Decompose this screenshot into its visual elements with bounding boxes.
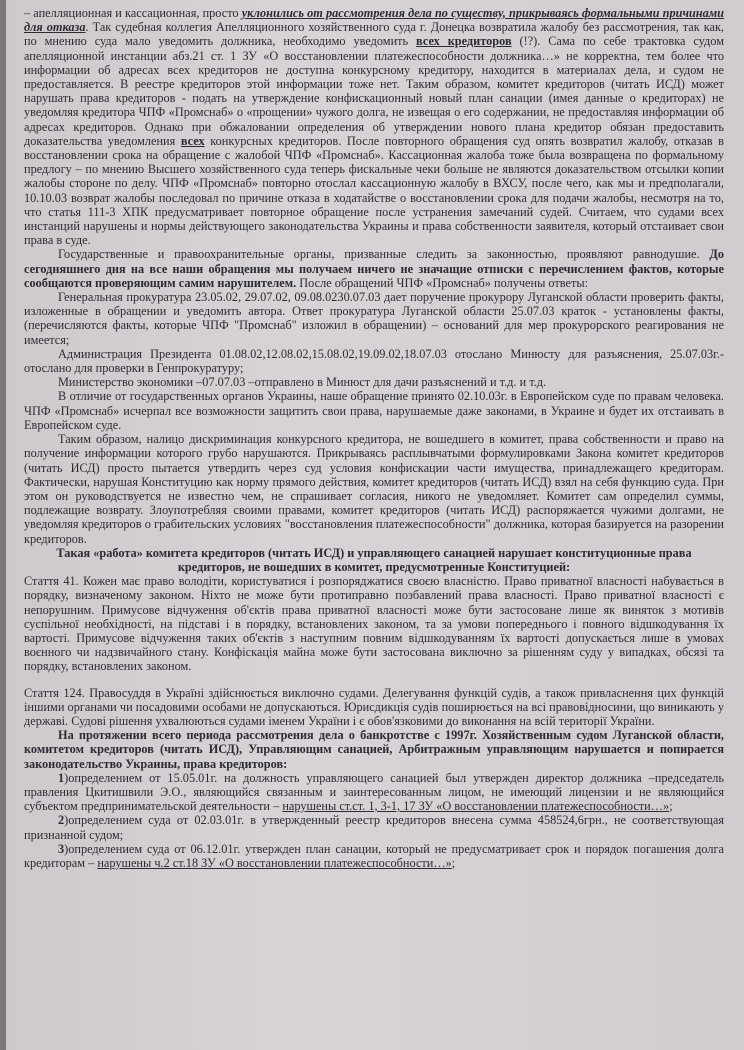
list-item-violation-3: 3)определением суда от 06.12.01г. утвержден план санации, который не предусматривает срок и порядок погашения долга кредиторам – нарушены ч.2 ст.18 ЗУ «О восстановлении платежеспособности…»; <box>24 841 724 870</box>
paragraph-article-41: Стаття 41. Кожен має право володіти, користуватися і розпоряджатися своєю власністю. Право приватної власності набувається в порядку, визначеному законом. Ніхто не може бути протиправно позбавлений права власності. Право приватної власності є непорушним. Примусове відчуження об'єктів права приватної власності може бути застосоване лише як виняток з мотивів суспільної необхідності, на підставі і в порядку, встановлених законом, та за умови попереднього і повного відшкодування їх вартості. Примусове відчуження таких об'єктів з наступним повним відшкодуванням їх вартості допускається лише в умовах воєнного чи надзвичайного стану. Конфіскація майна може бути застосована виключно за рішенням суду у випадках, обсязі та порядку, встановлених законом. <box>24 574 724 674</box>
paragraph-discrimination: Таким образом, налицо дискриминация конкурсного кредитора, не вошедшего в комитет, права собственности и право на получение информации которого грубо нарушаются. Прикрываясь расплывчатыми формулировками Закона комитет кредиторов (читать ИСД) просто пытается утвердить через суд условия конфискации части имущества, принадлежащего кредиторам. Фактически, нарушая Конституцию как норму прямого действия, комитет кредиторов (читать ИСД) взял на себя функцию суда. При этом он руководствуется не известно чем, не спрашивает согласия, никого не уведомляет. Комитет сам определил суммы, подлежащие возврату. Злоупотребляя своими правами, комитет кредиторов (читать ИСД) распоряжается чужими долгами, не уведомляя кредиторов о грабительских условиях "восстановления платежеспособности" должника, которая базируется на разорении кредиторов. <box>24 432 724 546</box>
paragraph-ministry: Министерство экономики –07.07.03 –отправлено в Минюст для дачи разъяснений и т.д. и т.д. <box>58 375 547 390</box>
page-edge-shadow <box>0 0 6 1050</box>
heading-violations: На протяжении всего периода рассмотрения дела о банкротстве с 1997г. Хозяйственным судом Луганской области, комитетом кредиторов (читать ИСД), Управляющим санацией, Арбитражным управляющим нарушается и попирается законодательство Украины, права кредиторов: <box>24 728 724 771</box>
paragraph-article-124: Стаття 124. Правосуддя в Україні здійснюється виключно судами. Делегування функцій судів, а також привласнення цих функцій іншими органами чи посадовими особами не допускаються. Юрисдикція судів поширюється на всі правовідносини, що виникають у державі. Судові рішення ухвалюються судами іменем України і є обов'язковими до виконання на всій території України. <box>24 685 724 728</box>
paragraph-state-bodies: Государственные и правоохранительные органы, призванные следить за законностью, проявляют равнодушие. До сегодняшнего дня на все наши обращения мы получаем ничего не значащие отписки с перечислением фактов, которые сообщаются проверяющим самим нарушителем. После обращений ЧПФ «Промснаб» получены ответы: <box>24 247 724 290</box>
paragraph-administration: Администрация Президента 01.08.02,12.08.02,15.08.02,19.09.02,18.07.03 отослано Минюсту для разъяснения, 25.07.03г.- отослано для проверки в Генпрокуратуру; <box>24 346 724 376</box>
list-item-violation-1: 1)определением от 15.05.01г. на должность управляющего санацией был утвержден директор должника –председатель правления Цкитишвили Э.О., являющийся связанным и заинтересованным лицом, не имеющий лицензии и не являющийся субъектом предпринимательской деятельности – нарушены ст.ст. 1, 3-1, 17 ЗУ «О восстановлении платежеспособности…»; <box>24 770 724 814</box>
paragraph-european-court: В отличие от государственных органов Украины, наше обращение принято 02.10.03г. в Европейском суде по правам человека. ЧПФ «Промснаб» исчерпал все возможности защитить свои права, нарушаемые даже законами, в Украине и будет их отстаивать в Европейском суде. <box>24 389 724 432</box>
list-item-violation-2: 2)определением суда от 02.03.01г. в утвержденный реестр кредиторов внесена сумма 458524,6грн., не соответствующая признанной судом; <box>24 813 724 842</box>
paragraph-prosecutor: Генеральная прокуратура 23.05.02, 29.07.02, 09.08.0230.07.03 дает поручение прокурору Луганской области проверить факты, изложенные в обращении и уведомить автора. Ответ прокуратура Луганской области 25.07.03 краток - установлены факты, (перечисляются факты, которые ЧПФ "Промснаб" изложил в обращении) – оснований для мер прокурорского реагирования не имеется; <box>24 290 724 347</box>
paragraph-court-refusal: – апелляционная и кассационная, просто уклонились от рассмотрения дела по существу, прикрываясь формальными причинами для отказа. Так судебная коллегия Апелляционного хозяйственного суда г. Донецка возвратила жалобу без рассмотрения, так как, по мнению суда мало уведомить должника, необходимо уведомить всех кредиторов (!?). Сама по себе трактовка судом апелляционной инстанции абз.21 ст. 1 ЗУ «О восстановлении платежеспособности должника…» не корректна, тем более что информации об адресах всех кредиторов не доступна конкурсному кредитору, находится в материалах дела, и судом не предоставляется. В реестре кредиторов этой информации тоже нет. Таким образом, комитет кредиторов (читать ИСД) может нарушать права кредиторов - подать на утверждение конфискационный новый план санации (имея данные о кредиторах) не уведомляя кредитора ЧПФ «Промснаб» о «прощении» чужого долга, не извещая о его содержании, не предоставляя информации об адресах кредиторов. Однако при обжаловании определения об утверждении нового плана кредитор обязан предоставить доказательства уведомления всех конкурсных кредиторов. После повторного обращения суд опять возвратил жалобу, отказав в восстановлении срока на обращение с жалобой ЧПФ «Промснаб». Кассационная жалоба тоже была возвращена по формальному предлогу – по мнению Высшего хозяйственного суда теперь фискальные чеки больше не являются доказательством отсылки копии жалобы стороне по делу. ЧПФ «Промснаб» повторно отослал кассационную жалобу в ВХСУ, после чего, как мы и предполагали, 10.10.03 возврат жалобы последовал по причине отказа в ходатайстве о восстановлении срока для подачи жалобы, несмотря на то, что статья 111-3 ХПК предусматривает повторное обращение после устранения замечаний судей. Считаем, что судами всех инстанций нарушены и нормы действующего законодательства Украины и права собственности заявителя, который отстаивает свои права в суде. <box>24 6 724 248</box>
document-body <box>24 6 724 870</box>
heading-constitutional-rights: Такая «работа» комитета кредиторов (читать ИСД) и управляющего санацией нарушает конституционные права кредиторов, не вошедших в комитет, предусмотренные Конституцией: <box>56 545 692 574</box>
